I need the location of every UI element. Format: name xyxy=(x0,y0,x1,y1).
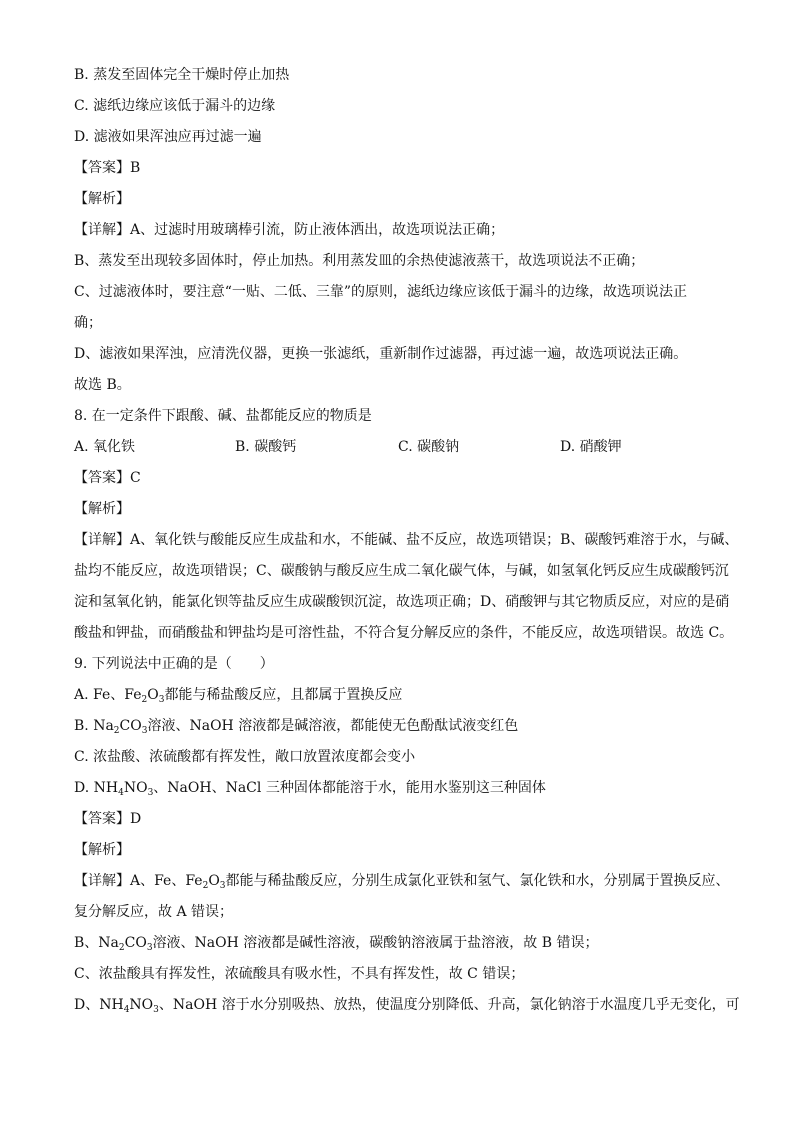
q9-option-a: A. Fe、$Fe_2O_3$都能与稀盐酸反应，且都属于置换反应 xyxy=(74,687,403,705)
option-d-line: D. 滤液如果浑浊应再过滤一遍 xyxy=(74,129,262,145)
detail-line: D、$NH_4NO_3$、NaOH 溶于水分别吸热、放热，使温度分别降低、升高，氯化钠溶于水温度几乎无变化，可 xyxy=(74,997,740,1015)
q9-option-c: C. 浓盐酸、浓硫酸都有挥发性，敞口放置浓度都会变小 xyxy=(74,749,416,765)
detail-line: 复分解反应，故 A 错误； xyxy=(74,904,234,920)
q9-option-d: D. $NH_4NO_3$、NaOH、NaCl 三种固体都能溶于水，能用水鉴别这三种固体 xyxy=(74,780,546,798)
q9-option-b: B. $Na_2CO_3$溶液、NaOH 溶液都是碱溶液，都能使无色酚酞试液变红色 xyxy=(74,718,519,736)
detail-line: 【详解】A、氧化铁与酸能反应生成盐和水，不能碱、盐不反应，故选项错误；B、碳酸钙难溶于水，与碱、 xyxy=(74,532,739,548)
detail-line: 酸盐和钾盐，而硝酸盐和钾盐均是可溶性盐，不符合复分解反应的条件，不能反应，故选项错误。故选 C。 xyxy=(74,625,734,641)
analysis-label: 【解析】 xyxy=(74,842,130,858)
option-b-line: B. 蒸发至固体完全干燥时停止加热 xyxy=(74,67,290,83)
answer-line: 【答案】C xyxy=(74,470,141,486)
document-page xyxy=(74,60,740,1021)
detail-line: C、浓盐酸具有挥发性，浓硫酸具有吸水性，不具有挥发性，故 C 错误； xyxy=(74,966,525,982)
detail-line: 淀和氢氧化钠，能氯化钡等盐反应生成碳酸钡沉淀，故选项正确；D、硝酸钾与其它物质反应，对应的是硝 xyxy=(74,594,730,610)
answer-line: 【答案】D xyxy=(74,811,142,827)
question-9: 9. 下列说法中正确的是（ ） xyxy=(74,656,274,672)
detail-line: 盐均不能反应，故选项错误；C、碳酸钠与酸反应生成二氧化碳气体，与碱，如氢氧化钙反应生成碳酸钙沉 xyxy=(74,563,729,579)
detail-line: B、蒸发至出现较多固体时，停止加热。利用蒸发皿的余热使滤液蒸干，故选项说法不正确； xyxy=(74,253,645,269)
detail-line: B、$Na_2CO_3$溶液、NaOH 溶液都是碱性溶液，碳酸钠溶液属于盐溶液，故 B 错误； xyxy=(74,935,599,953)
detail-line: 【详解】A、过滤时用玻璃棒引流，防止液体洒出，故选项说法正确； xyxy=(74,222,505,238)
option-c-line: C. 滤纸边缘应该低于漏斗的边缘 xyxy=(74,98,276,114)
q8-option-d: D. 硝酸钾 xyxy=(560,439,622,455)
detail-line: C、过滤液体时，要注意“一贴、二低、三靠”的原则，滤纸边缘应该低于漏斗的边缘，故选项说法正 xyxy=(74,284,688,300)
question-8-options xyxy=(74,432,734,463)
answer-line: 【答案】B xyxy=(74,160,141,176)
analysis-label: 【解析】 xyxy=(74,501,130,517)
question-8: 8. 在一定条件下跟酸、碱、盐都能反应的物质是 xyxy=(74,408,372,424)
conclusion-line: 故选 B。 xyxy=(74,377,131,393)
detail-line: 确； xyxy=(74,315,102,331)
detail-line: D、滤液如果浑浊，应清洗仪器，更换一张滤纸，重新制作过滤器，再过滤一遍，故选项说法正确。 xyxy=(74,346,688,362)
q8-option-c: C. 碳酸钠 xyxy=(398,439,460,455)
analysis-label: 【解析】 xyxy=(74,191,130,207)
q8-option-a: A. 氧化铁 xyxy=(74,439,136,455)
q8-option-b: B. 碳酸钙 xyxy=(235,439,297,455)
detail-line: 【详解】A、Fe、$Fe_2O_3$都能与稀盐酸反应，分别生成氯化亚铁和氢气、氯化铁和水，分别属于置换反应、 xyxy=(74,873,730,891)
